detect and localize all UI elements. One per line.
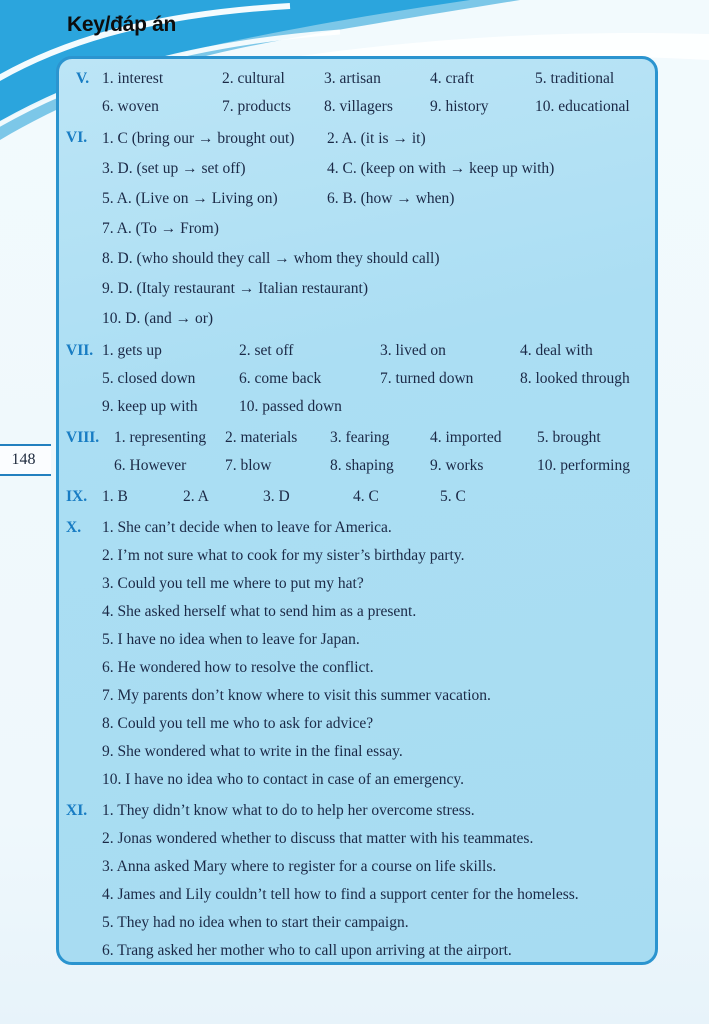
answer-item: 6. However — [114, 457, 187, 474]
answer-key-panel — [56, 56, 658, 965]
answer-item: 4. She asked herself what to send him as a present. — [102, 603, 417, 620]
answer-item: 2. cultural — [222, 70, 285, 87]
answer-item: 4. imported — [430, 429, 502, 446]
answer-item: 6. Trang asked her mother who to call upon arriving at the airport. — [102, 942, 512, 959]
answer-row — [102, 365, 647, 393]
answer-item: 8. D. (who should they call → whom they should call) — [102, 250, 440, 267]
answer-item: 9. D. (Italy restaurant → Italian restaurant) — [102, 280, 368, 297]
answer-item: 7. blow — [225, 457, 272, 474]
answer-item: 1. interest — [102, 70, 164, 87]
answer-item: 7. products — [222, 98, 291, 115]
answer-item: 2. materials — [225, 429, 298, 446]
answer-row — [102, 184, 647, 214]
answer-item: 4. deal with — [520, 342, 593, 359]
answer-row — [102, 909, 647, 937]
answer-item: 1. They didn’t know what to do to help her overcome stress. — [102, 802, 475, 819]
answer-row — [102, 514, 647, 542]
answer-item: 10. D. (and → or) — [102, 310, 214, 327]
answer-item: 8. Could you tell me who to ask for advice? — [102, 715, 374, 732]
answer-item: 2. I’m not sure what to cook for my sister’s birthday party. — [102, 547, 465, 564]
answer-row — [102, 214, 647, 244]
answer-row — [102, 570, 647, 598]
answer-item: 7. My parents don’t know where to visit this summer vacation. — [102, 687, 491, 704]
answer-item: 6. He wondered how to resolve the conflict. — [102, 659, 374, 676]
answer-section-x — [65, 514, 647, 794]
answer-item: 4. craft — [430, 70, 474, 87]
answer-row — [102, 393, 647, 421]
section-numeral: VI. — [66, 129, 88, 146]
answer-row — [102, 244, 647, 274]
answer-item: 4. C — [353, 488, 379, 505]
answer-item: 10. educational — [535, 98, 630, 115]
answer-row — [102, 853, 647, 881]
answer-item: 7. turned down — [380, 370, 474, 387]
answer-item: 5. They had no idea when to start their campaign. — [102, 914, 409, 931]
answer-item: 4. C. (keep on with → keep up with) — [327, 160, 555, 177]
answer-row — [102, 154, 647, 184]
section-numeral: X. — [66, 519, 82, 536]
answer-item: 5. I have no idea when to leave for Japan. — [102, 631, 360, 648]
answer-row — [102, 766, 647, 794]
answer-row — [102, 682, 647, 710]
section-numeral: XI. — [66, 802, 88, 819]
answer-item: 3. lived on — [380, 342, 446, 359]
answer-item: 9. She wondered what to write in the final essay. — [102, 743, 403, 760]
answer-item: 5. C — [440, 488, 466, 505]
answer-item: 1. She can’t decide when to leave for America. — [102, 519, 392, 536]
answer-section-viii — [65, 424, 647, 480]
answer-row — [114, 452, 647, 480]
answer-section-vi — [65, 124, 647, 334]
answer-item: 5. brought — [537, 429, 601, 446]
answer-item: 3. artisan — [324, 70, 381, 87]
section-numeral: IX. — [66, 488, 88, 505]
answer-item: 2. A — [183, 488, 209, 505]
answer-item: 3. fearing — [330, 429, 390, 446]
answer-item: 7. A. (To → From) — [102, 220, 219, 237]
answer-item: 3. D — [263, 488, 290, 505]
answer-item: 6. come back — [239, 370, 322, 387]
answer-item: 8. villagers — [324, 98, 393, 115]
answer-sections-container — [65, 65, 647, 965]
answer-item: 9. keep up with — [102, 398, 198, 415]
answer-item: 1. C (bring our → brought out) — [102, 130, 295, 147]
answer-row — [102, 710, 647, 738]
answer-row — [102, 654, 647, 682]
answer-section-xi — [65, 797, 647, 965]
answer-row — [102, 797, 647, 825]
section-numeral: VII. — [66, 342, 94, 359]
answer-item: 1. representing — [114, 429, 207, 446]
answer-item: 5. closed down — [102, 370, 196, 387]
answer-item: 3. Could you tell me where to put my hat? — [102, 575, 364, 592]
section-numeral: VIII. — [66, 429, 100, 446]
answer-item: 8. shaping — [330, 457, 394, 474]
answer-item: 10. passed down — [239, 398, 342, 415]
answer-item: 10. performing — [537, 457, 630, 474]
answer-item: 3. D. (set up → set off) — [102, 160, 246, 177]
page-title: Key/đáp án — [67, 13, 177, 36]
answer-row — [102, 65, 647, 93]
answer-row — [102, 598, 647, 626]
answer-item: 10. I have no idea who to contact in case of an emergency. — [102, 771, 464, 788]
answer-section-ix — [65, 483, 647, 511]
answer-row — [102, 937, 647, 965]
answer-item: 3. Anna asked Mary where to register for a course on life skills. — [102, 858, 497, 875]
answer-row — [102, 93, 647, 121]
answer-row — [102, 274, 647, 304]
answer-row — [102, 738, 647, 766]
answer-item: 2. set off — [239, 342, 294, 359]
answer-item: 1. B — [102, 488, 128, 505]
answer-section-v — [65, 65, 647, 121]
answer-item: 2. A. (it is → it) — [327, 130, 426, 147]
section-numeral: V. — [76, 70, 90, 87]
answer-item: 6. B. (how → when) — [327, 190, 455, 207]
answer-item: 8. looked through — [520, 370, 630, 387]
answer-row — [102, 825, 647, 853]
answer-item: 9. works — [430, 457, 484, 474]
answer-row — [102, 304, 647, 334]
answer-row — [102, 881, 647, 909]
answer-row — [102, 483, 647, 511]
answer-item: 4. James and Lily couldn’t tell how to find a support center for the homeless. — [102, 886, 579, 903]
answer-item: 6. woven — [102, 98, 159, 115]
answer-item: 5. A. (Live on → Living on) — [102, 190, 278, 207]
answer-item: 5. traditional — [535, 70, 615, 87]
answer-row — [114, 424, 647, 452]
answer-row — [102, 337, 647, 365]
answer-item: 2. Jonas wondered whether to discuss that matter with his teammates. — [102, 830, 534, 847]
answer-row — [102, 626, 647, 654]
answer-section-vii — [65, 337, 647, 421]
answer-item: 9. history — [430, 98, 489, 115]
answer-item: 1. gets up — [102, 342, 162, 359]
answer-row — [102, 124, 647, 154]
answer-row — [102, 542, 647, 570]
page-number: 148 — [0, 444, 51, 476]
